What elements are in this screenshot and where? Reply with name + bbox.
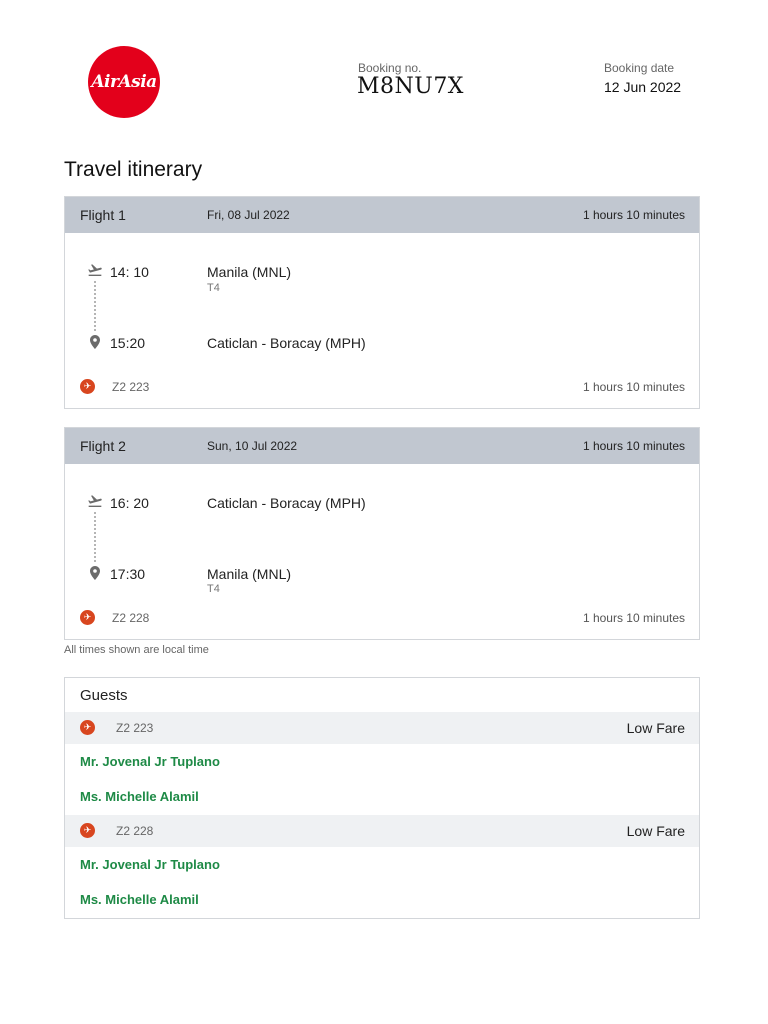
flight-duration: 1 hours 10 minutes [582,208,685,222]
flight-number: Z2 228 [112,611,150,625]
flight-card-body [65,464,699,639]
flight-card-header [65,197,699,233]
route-dots [94,512,96,562]
airline-badge-icon: ✈ [80,823,95,838]
flight-duration: 1 hours 10 minutes [582,439,685,453]
flight-card-2 [64,427,700,640]
page-title: Travel itinerary [64,158,203,181]
local-time-note: All times shown are local time [64,644,209,656]
depart-place: Manila (MNL) [207,264,292,280]
logo-text: AirAsia [91,72,157,92]
airline-badge-icon: ✈ [80,379,95,394]
arrive-terminal: T4 [207,583,220,595]
guest-segment-row [65,712,699,744]
flight-duration-footer: 1 hours 10 minutes [582,380,685,394]
plane-takeoff-icon [87,493,103,509]
arrive-place: Manila (MNL) [207,566,292,582]
guest-name: Ms. Michelle Alamil [80,892,199,907]
guests-card [64,677,700,919]
segment-flight-number: Z2 223 [116,721,154,735]
fare-type: Low Fare [626,720,685,736]
segment-flight-number: Z2 228 [116,824,154,838]
arrive-place: Caticlan - Boracay (MPH) [207,335,366,351]
flight-card-header [65,428,699,464]
flight-label: Flight 1 [80,207,126,223]
guest-name: Mr. Jovenal Jr Tuplano [80,754,220,769]
guests-title: Guests [80,687,128,704]
location-pin-icon [90,335,100,349]
flight-card-1 [64,196,700,409]
guest-name: Mr. Jovenal Jr Tuplano [80,857,220,872]
flight-card-body [65,233,699,408]
flight-label: Flight 2 [80,438,126,454]
booking-no-value: M8NU7X [357,74,464,99]
flight-number: Z2 223 [112,380,150,394]
plane-takeoff-icon [87,262,103,278]
airline-badge-icon: ✈ [80,610,95,625]
guest-segment-row [65,815,699,847]
depart-time: 14: 10 [110,264,149,280]
route-dots [94,281,96,331]
airline-badge-icon: ✈ [80,720,95,735]
depart-place: Caticlan - Boracay (MPH) [207,495,366,511]
flight-date: Sun, 10 Jul 2022 [207,439,298,453]
depart-terminal: T4 [207,282,220,294]
flight-duration-footer: 1 hours 10 minutes [582,611,685,625]
fare-type: Low Fare [626,823,685,839]
guest-name: Ms. Michelle Alamil [80,789,199,804]
booking-date-value: 12 Jun 2022 [604,79,682,95]
booking-date-label: Booking date [604,61,675,75]
depart-time: 16: 20 [110,495,149,511]
arrive-time: 17:30 [110,566,146,582]
booking-no-label: Booking no. [358,61,422,75]
location-pin-icon [90,566,100,580]
arrive-time: 15:20 [110,335,146,351]
airasia-logo [88,46,160,118]
flight-date: Fri, 08 Jul 2022 [207,208,290,222]
